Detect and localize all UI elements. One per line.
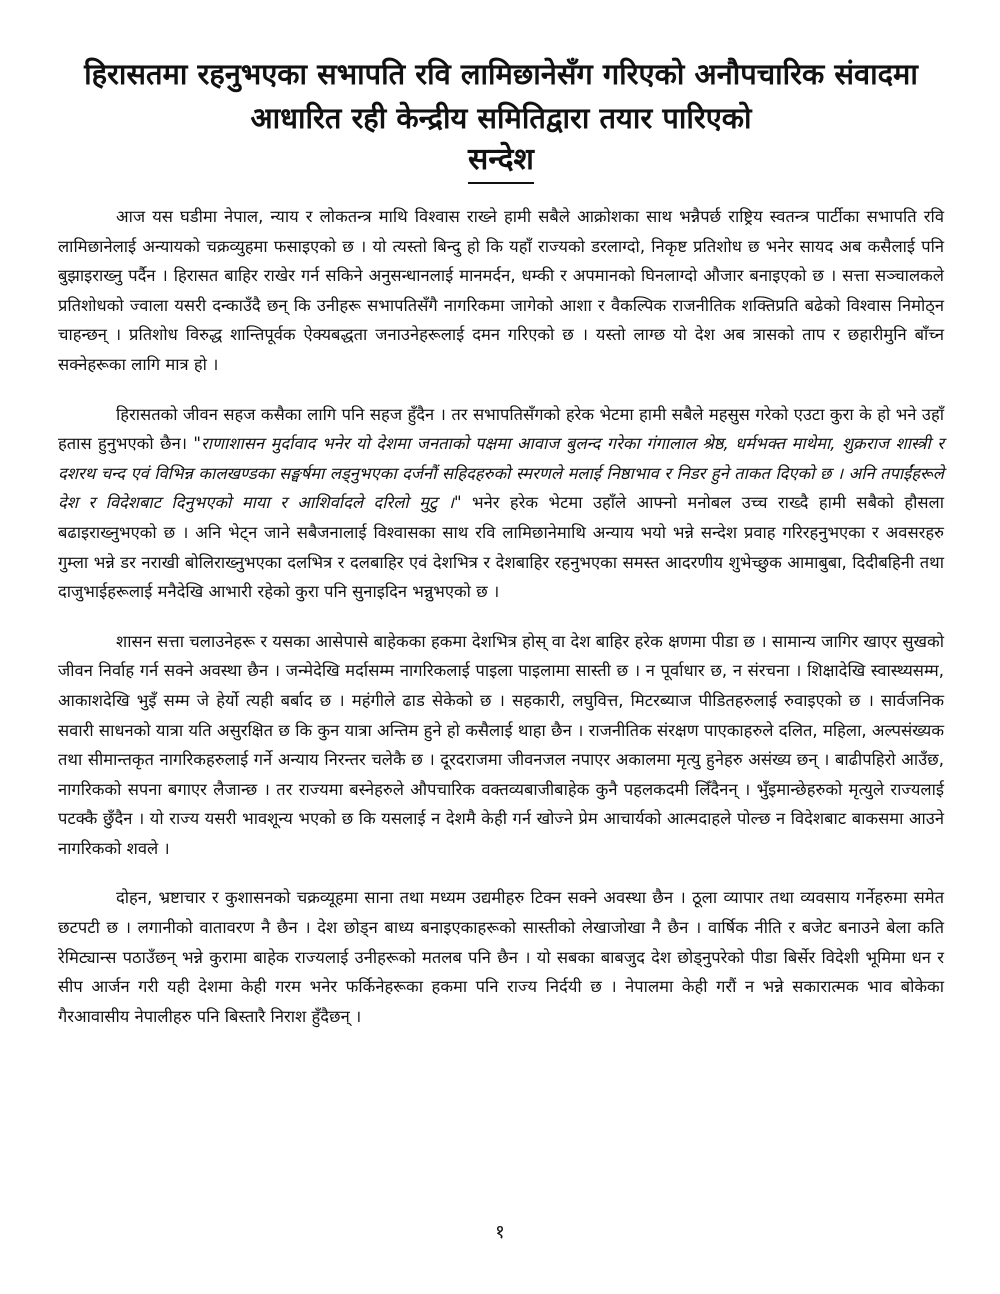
document-subtitle: सन्देश bbox=[468, 142, 534, 184]
paragraph-3 bbox=[58, 627, 944, 864]
paragraph-2-text-end: भनेर हरेक भेटमा उहाँले आफ्नो मनोबल उच्च राख्दै हामी सबैको हौसला बढाइराख्नुभएको छ । अनि भेट्न जाने सबैजनालाई विश्वासका साथ रवि लामिछानेमाथि अन्याय भयो भन्ने सन्देश प्रवाह गरिरहनुभएका र अवसरहरु गुम्ला भन्ने डर नराखी बोलिराख्नुभएका दलभित्र र दलबाहिर एवं देशभित्र र देशबाहिर रहनुभएका समस्त आदरणीय शुभेच्छुक आमाबुबा, दिदीबहिनी तथा दाजुभाईहरूलाई मनैदेखि आभारी रहेको कुरा पनि सुनाइदिन भन्नुभएको छ । bbox=[58, 493, 944, 602]
document-body bbox=[58, 202, 944, 1031]
title-line-1: हिरासतमा रहनुभएका सभापति रवि लामिछानेसँग गरिएको अनौपचारिक संवादमा bbox=[84, 57, 918, 91]
paragraph-2-quote: "राणाशासन मुर्दावाद भनेर यो देशमा जनताको पक्षमा आवाज बुलन्द गरेका गंगालाल श्रेष्ठ, धर्मभक्त माथेमा, शुक्रराज शास्त्री र दशरथ चन्द एवं विभिन्न कालखण्डका सङ्घर्षमा लड्नुभएका दर्जनौं सहिदहरुको स्मरणले मलाई निष्ठाभाव र निडर हुने ताकत दिएको छ । अनि तपाईंहरूले देश र विदेशबाट दिनुभएको माया र आशिर्वादले दरिलो मुटु ।" bbox=[58, 434, 944, 513]
title-line-2: आधारित रही केन्द्रीय समितिद्वारा तयार पारिएको bbox=[250, 101, 752, 135]
paragraph-1 bbox=[58, 202, 944, 380]
document-page bbox=[58, 52, 944, 1272]
paragraph-2-text-start: हिरासतको जीवन सहज कसैका लागि पनि सहज हुँदैन । तर सभापतिसँगको हरेक भेटमा हामी सबैले महसुस गरेको एउटा कुरा के हो भने उहाँ हतास हुनुभएको छैन। bbox=[58, 404, 944, 454]
document-heading bbox=[58, 52, 944, 184]
page-number: १ bbox=[495, 1221, 505, 1243]
paragraph-3-text: शासन सत्ता चलाउनेहरू र यसका आसेपासे बाहेकका हकमा देशभित्र होस् वा देश बाहिर हरेक क्षणमा पीडा छ । सामान्य जागिर खाएर सुखको जीवन निर्वाह गर्न सक्ने अवस्था छैन । जन्मेदेखि मर्दासम्म नागरिकलाई पाइला पाइलामा सास्ती छ । न पूर्वाधार छ, न संरचना । शिक्षादेखि स्वास्थ्यसम्म, आकाशदेखि भुइँ सम्म जे हेर्यो त्यही बर्बाद छ । महंगीले ढाड सेकेको छ । सहकारी, लघुवित्त, मिटरब्याज पीडितहरुलाई रुवाइएको छ । सार्वजनिक सवारी साधनको यात्रा यति असुरक्षित छ कि कुन यात्रा अन्तिम हुने हो कसैलाई थाहा छैन । राजनीतिक संरक्षण पाएकाहरुले दलित, महिला, अल्पसंख्यक तथा सीमान्तकृत नागरिकहरुलाई गर्ने अन्याय निरन्तर चलेकै छ । दूरदराजमा जीवनजल नपाएर अकालमा मृत्यु हुनेहरु असंख्य छन् । बाढीपहिरो आउँछ, नागरिकको सपना बगाएर लैजान्छ । तर राज्यमा बस्नेहरुले औपचारिक वक्तव्यबाजीबाहेक कुनै पहलकदमी लिँदैनन् । भुँइमान्छेहरुको मृत्युले राज्यलाई पटक्कै छुँदैन । यो राज्य यसरी भावशून्य भएको छ कि यसलाई न देशमै केही गर्न खोज्ने प्रेम आचार्यको आत्मदाहले पोल्छ न विदेशबाट बाकसमा आउने नागरिकको शवले । bbox=[58, 631, 944, 858]
paragraph-1-text: आज यस घडीमा नेपाल, न्याय र लोकतन्त्र माथि विश्वास राख्ने हामी सबैले आक्रोशका साथ भन्नैपर्छ राष्ट्रिय स्वतन्त्र पार्टीका सभापति रवि लामिछानेलाई अन्यायको चक्रव्युहमा फसाइएको छ । यो त्यस्तो बिन्दु हो कि यहाँ राज्यको डरलाग्दो, निकृष्ट प्रतिशोध छ भनेर सायद अब कसैलाई पनि बुझाइराख्नु पर्दैन । हिरासत बाहिर राखेर गर्न सकिने अनुसन्धानलाई मानमर्दन, धम्की र अपमानको घिनलाग्दो औजार बनाइएको छ । सत्ता सञ्चालकले प्रतिशोधको ज्वाला यसरी दन्काउँदै छन् कि उनीहरू सभापतिसँगै नागरिकमा जागेको आशा र वैकल्पिक राजनीतिक शक्तिप्रति बढेको विश्वास निमोठ्न चाहन्छन् । प्रतिशोध विरुद्ध शान्तिपूर्वक ऐक्यबद्धता जनाउनेहरूलाई दमन गरिएको छ । यस्तो लाग्छ यो देश अब त्रासको ताप र छहारीमुनि बाँच्न सक्नेहरूका लागि मात्र हो । bbox=[58, 207, 944, 374]
paragraph-4-text: दोहन, भ्रष्टाचार र कुशासनको चक्रव्यूहमा साना तथा मध्यम उद्यमीहरु टिक्न सक्ने अवस्था छैन । ठूला व्यापार तथा व्यवसाय गर्नेहरुमा समेत छटपटी छ । लगानीको वातावरण नै छैन । देश छोड्न बाध्य बनाइएकाहरूको सास्तीको लेखाजोखा नै छैन । वार्षिक नीति र बजेट बनाउने बेला कति रेमिट्यान्स पठाउँछन् भन्ने कुरामा बाहेक राज्यलाई उनीहरूको मतलब पनि छैन । यो सबका बाबजुद देश छोड्नुपरेको पीडा बिर्सेर विदेशी भूमिमा धन र सीप आर्जन गरी यही देशमा केही गरम भनेर फर्किनेहरूका हकमा पनि राज्य निर्दयी छ । नेपालमा केही गरौं न भन्ने सकारात्मक भाव बोकेका गैरआवासीय नेपालीहरु पनि बिस्तारै निराश हुँदैछन् । bbox=[58, 888, 944, 1026]
paragraph-2 bbox=[58, 400, 944, 607]
paragraph-4 bbox=[58, 883, 944, 1031]
